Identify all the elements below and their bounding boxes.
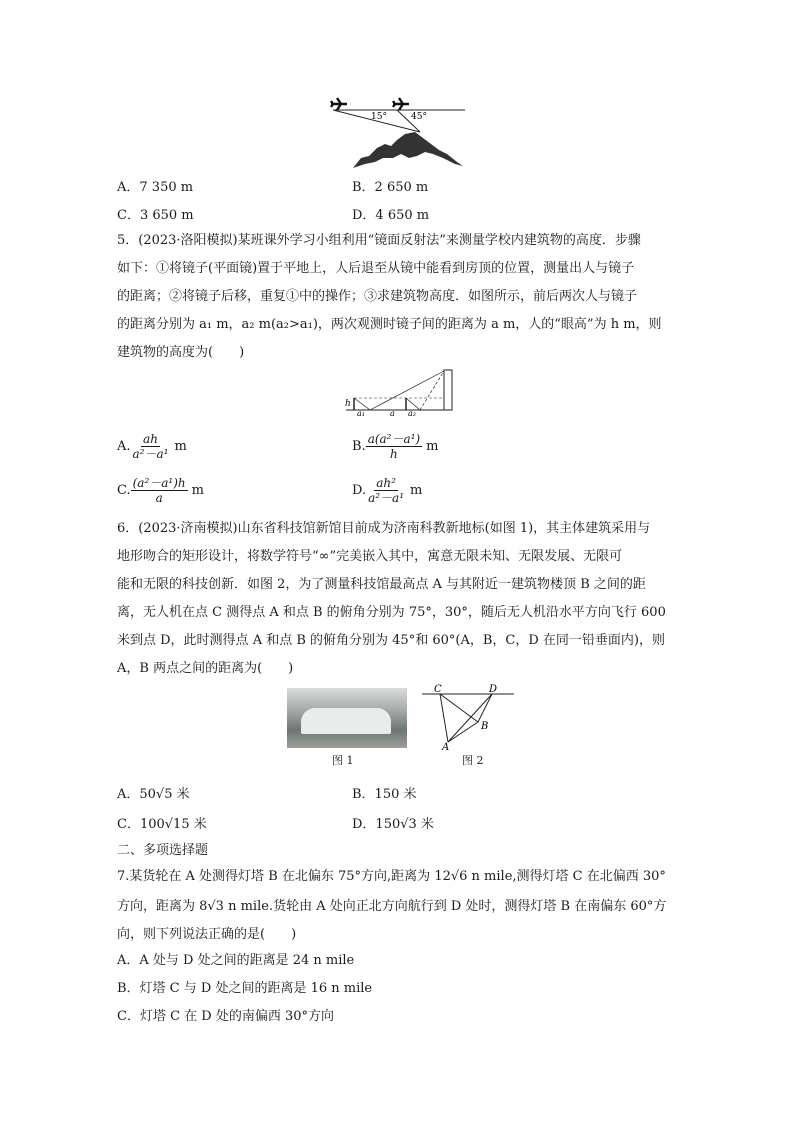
- q6-option-d[interactable]: D．150√3 米: [352, 817, 434, 832]
- mountain-shape: [353, 132, 463, 168]
- q5-option-a-unit: m: [174, 439, 187, 454]
- angle-45-label: 45°: [411, 112, 427, 122]
- q6-option-c[interactable]: C．100√15 米: [117, 817, 207, 832]
- museum-building-shape: [301, 708, 391, 734]
- q6-line-3: 能和无限的科技创新．如图 2，为了测量科技馆最高点 A 与其附近一建筑物楼顶 B 之间的距: [117, 577, 646, 592]
- q5-line-5: 建筑物的高度为( ): [117, 345, 245, 360]
- q6-option-b[interactable]: B．150 米: [352, 787, 417, 802]
- q5-option-d-unit: m: [410, 483, 423, 498]
- fig-label-a: a: [390, 409, 395, 418]
- point-b-label: B: [481, 721, 489, 732]
- angle-15-label: 15°: [371, 112, 387, 122]
- q5-option-c-num: (a²－a¹)h: [132, 476, 186, 490]
- airplane-icon-2: [393, 98, 409, 110]
- q5-option-a-den: a²－a¹: [132, 447, 169, 461]
- fig-label-h: h: [345, 399, 351, 409]
- q4-option-c[interactable]: C．3 650 m: [117, 208, 194, 223]
- q7-option-b[interactable]: B．灯塔 C 与 D 处之间的距离是 16 n mile: [117, 981, 373, 996]
- q5-line-2: 如下：①将镜子(平面镜)置于平地上，人后退至从镜中能看到房顶的位置，测量出人与镜子: [117, 261, 635, 276]
- q5-option-a-prefix: A.: [117, 439, 131, 454]
- plane-mountain-figure: [325, 92, 470, 172]
- q5-option-c[interactable]: [117, 476, 204, 505]
- q5-option-d-num: ah²: [376, 476, 396, 490]
- q5-line-3: 的距离；②将镜子后移，重复①中的操作；③求建筑物高度．如图所示，前后两次人与镜子: [117, 289, 638, 304]
- q6-line-6: A，B 两点之间的距离为( ): [117, 661, 294, 676]
- q4-option-b[interactable]: B．2 650 m: [352, 180, 429, 195]
- q5-option-b-den: h: [390, 447, 398, 461]
- q5-option-a-num: ah: [143, 432, 158, 446]
- q5-option-a[interactable]: [117, 432, 187, 461]
- q6-option-a[interactable]: A．50√5 米: [117, 787, 190, 802]
- science-museum-photo: [287, 688, 407, 748]
- q6-line-1: 6．(2023·济南模拟)山东省科技馆新馆目前成为济南科教新地标(如图 1)，其主体建筑采用与: [117, 521, 651, 536]
- q4-option-d[interactable]: D．4 650 m: [352, 208, 430, 223]
- fig-label-a2: a₂: [408, 409, 416, 418]
- figure-1-caption: 图 1: [332, 754, 354, 767]
- q5-option-b-prefix: B.: [352, 439, 366, 454]
- q5-line-4: 的距离分别为 a₁ m，a₂ m(a₂>a₁)，两次观测时镜子间的距离为 a m，人的“眼高”为 h m，则: [117, 317, 662, 332]
- q5-option-b-num: a(a²－a¹): [367, 432, 421, 446]
- q4-option-a[interactable]: A．7 350 m: [117, 180, 194, 195]
- q5-option-c-fraction: [131, 476, 188, 505]
- q5-option-d-den: a²－a¹: [368, 491, 405, 505]
- q7-line-2: 方向，距离为 8√3 n mile.货轮由 A 处向正北方向航行到 D 处时，测得灯塔 B 在南偏东 60°方: [117, 899, 667, 914]
- q7-option-a[interactable]: A．A 处与 D 处之间的距离是 24 n mile: [117, 953, 355, 968]
- point-c-label: C: [434, 684, 442, 695]
- q6-line-2: 地形吻合的矩形设计，将数学符号“∞”完美嵌入其中，寓意无限未知、无限发展、无限可: [117, 549, 623, 564]
- q5-option-b[interactable]: [352, 432, 438, 461]
- q5-option-b-fraction: [366, 432, 422, 461]
- q5-option-d[interactable]: [352, 476, 422, 505]
- point-a-label: A: [442, 742, 450, 753]
- q5-option-b-unit: m: [426, 439, 439, 454]
- q5-option-d-fraction: [366, 476, 406, 505]
- q5-option-a-fraction: [131, 432, 171, 461]
- q5-option-d-prefix: D.: [352, 483, 367, 498]
- q6-line-4: 离，无人机在点 C 测得点 A 和点 B 的俯角分别为 75°，30°，随后无人机沿水平方向飞行 600: [117, 605, 666, 620]
- mirror-reflection-figure: [344, 368, 454, 416]
- airplane-icon-1: [331, 98, 347, 110]
- q7-option-c[interactable]: C．灯塔 C 在 D 处的南偏西 30°方向: [117, 1009, 335, 1024]
- q5-option-c-den: a: [155, 491, 163, 505]
- point-d-label: D: [489, 684, 498, 695]
- q5-option-c-unit: m: [191, 483, 204, 498]
- q7-line-1: 7.某货轮在 A 处测得灯塔 B 在北偏东 75°方向,距离为 12√6 n mile,测得灯塔 C 在北偏西 30°: [117, 869, 666, 884]
- fig-label-a1: a₁: [357, 409, 365, 418]
- figure-2-caption: 图 2: [462, 754, 484, 767]
- q6-line-5: 米到点 D，此时测得点 A 和点 B 的俯角分别为 45°和 60°(A，B，C，D 在同一铅垂面内)，则: [117, 633, 665, 648]
- section-heading-multiple-choice: 二、多项选择题: [117, 843, 209, 858]
- q5-option-c-prefix: C.: [117, 483, 131, 498]
- q5-line-1: 5．(2023·洛阳模拟)某班课外学习小组利用“镜面反射法”来测量学校内建筑物的高度．步骤: [117, 233, 641, 248]
- drone-geometry-figure: [418, 682, 518, 752]
- q7-line-3: 向，则下列说法正确的是( ): [117, 927, 297, 942]
